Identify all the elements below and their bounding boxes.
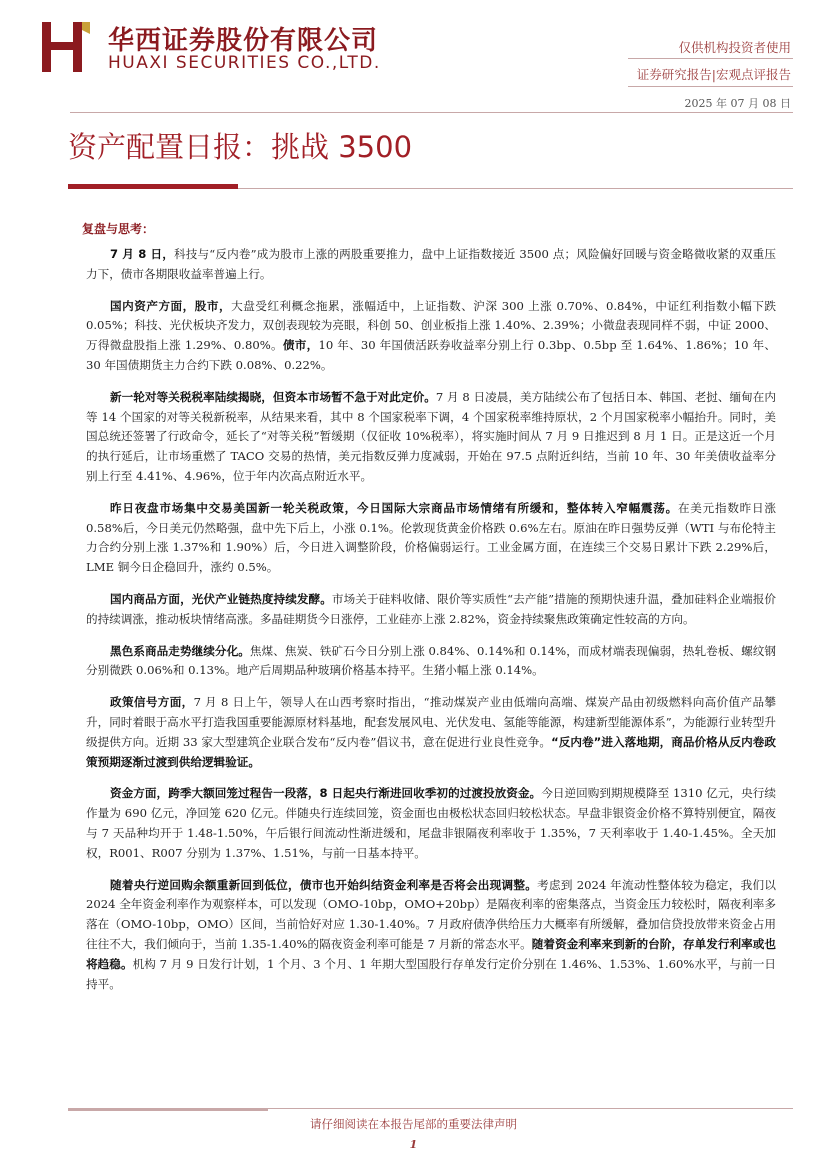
paragraph (86, 784, 776, 863)
paragraph-text: 大盘受红利概念拖累，涨幅适中，上证指数、沪深 300 上涨 0.70%、0.84%，中证红利指数小幅下跌 0.05%；科技、光伏板块齐发力，双创表现较为亮眼，科创 50、创业板指上涨 1.40%、2.39%；小微盘表现同样不弱，中证 2000、万得微盘股指上涨 1.29%、0.80%。 (86, 298, 776, 353)
paragraph-text: 科技与“反内卷”成为股市上涨的两股重要推力，盘中上证指数接近 3500 点；风险偏好回暖与资金略微收紧的双重压力下，债市各期限收益率普遍上行。 (86, 247, 776, 281)
paragraph-lead: 国内资产方面，股市， (110, 298, 232, 313)
date-divider (70, 112, 793, 113)
brand-name-en: HUAXI SECURITIES CO.,LTD. (108, 53, 381, 73)
brand-name-cn: 华西证券股份有限公司 (108, 26, 379, 56)
paragraph-text: 机构 7 月 9 日发行计划，1 个月、3 个月、1 年期大型国股行存单发行定价分别在 1.46%、1.53%、1.60%水平，与前一日持平。 (86, 956, 776, 991)
paragraph (86, 245, 776, 285)
paragraph-text: 7 月 8 日上午，领导人在山西考察时指出，“推动煤炭产业由低端向高端、煤炭产品由初级燃料向高价值产品攀升，同时着眼于高水平打造我国重要能源原材料基地，配套发展风电、光伏发电、氢能等能源，构建新型能源体系”，为能源行业转型升级提供方向。近期 33 家大型建筑企业联合发布“反内卷”倡议书，意在促进行业良性竞争。 (86, 695, 776, 749)
footer-disclaimer: 请仔细阅读在本报告尾部的重要法律声明 (310, 1117, 517, 1131)
paragraph (86, 693, 776, 772)
paragraph-lead: 国内商品方面，光伏产业链热度持续发酵。 (110, 591, 332, 606)
paragraph-lead: 新一轮对等关税税率陆续揭晓，但资本市场暂不急于对此定价。 (110, 389, 436, 404)
paragraph-text: 焦煤、焦炭、铁矿石今日分别上涨 0.84%、0.14%和 0.14%，而成材端表现偏弱，热轧卷板、螺纹钢分别微跌 0.06%和 0.13%。地产后周期品种玻璃价格基本持平。生猪小幅上涨 0.14%。 (86, 643, 776, 678)
paragraph-text: 在美元指数昨日涨 0.58%后，今日美元仍然略强，盘中先下后上，小涨 0.1%。伦敦现货黄金价格跌 0.6%左右。原油在昨日强势反弹（WTI 与布伦特主力合约分别上涨 1.37%和 1.90%）后，今日进入调整阶段，价格偏弱运行。工业金属方面，在连续三个交易日累计下跌 2.29%后，LME 铜今日企稳回升，涨约 0.5%。 (86, 500, 776, 575)
huaxi-logo (40, 20, 92, 74)
paragraph-lead: “反内卷”进入落地期，商品价格从反内卷政策预期逐渐过渡到供给逻辑验证。 (86, 734, 776, 769)
paragraph-lead: 随着资金利率来到新的台阶，存单发行利率或也将趋稳。 (86, 936, 776, 971)
paragraph (86, 388, 776, 487)
header-divider (628, 86, 793, 87)
audience-note: 仅供机构投资者使用 (678, 40, 791, 55)
report-body (82, 220, 776, 1006)
footer-accent-bar (68, 1108, 268, 1111)
paragraph (86, 876, 776, 995)
section-heading: 复盘与思考： (82, 222, 155, 236)
paragraph (86, 499, 776, 578)
paragraph-text: 市场关于硅料收储、限价等实质性“去产能”措施的预期快速升温，叠加硅料企业端报价的持续调涨，推动板块情绪高涨。多晶硅期货今日涨停，工业硅亦上涨 2.82%，资金持续聚焦政策确定性较高的方向。 (86, 591, 776, 626)
report-title: 资产配置日报：挑战 3500 (68, 130, 413, 164)
paragraph (86, 642, 776, 682)
paragraph-lead: 昨日夜盘市场集中交易美国新一轮关税政策，今日国际大宗商品市场情绪有所缓和，整体转入窄幅震荡。 (110, 500, 678, 515)
paragraph-lead: 政策信号方面， (110, 695, 194, 710)
paragraph-lead: 黑色系商品走势继续分化。 (110, 643, 250, 658)
paragraph-lead: 7 月 8 日， (110, 247, 175, 261)
page-number: 1 (409, 1138, 418, 1151)
header-divider (628, 58, 793, 59)
paragraph-text: 考虑到 2024 年流动性整体较为稳定，我们以 2024 全年资金利率作为观察样本，可以发现（OMO-10bp，OMO+20bp）是隔夜利率的密集落点，当资金压力较松时，隔夜利率多落在（OMO-10bp，OMO）区间，当前恰好对应 1.30-1.40%。7 月政府债净供给压力大概率有所缓解，叠加信贷投放带来资金占用往往不大，我们倾向于，当前 1.35-1.40%的隔夜资金利率可能是 7 月新的常态水平。 (86, 877, 776, 951)
paragraph-text: 今日逆回购到期规模降至 1310 亿元，央行续作量为 690 亿元，净回笼 620 亿元。伴随央行连续回笼，资金面也由极松状态回归较松状态。早盘非银资金价格不算特别便宜，隔夜与 7 天品种均开于 1.48-1.50%，午后银行间流动性渐进缓和，尾盘非银隔夜利率收于 1.35%，7 天利率收于 1.40-1.45%。全天加权，R001、R007 分别为 1.37%、1.51%，与前一日基本持平。 (86, 786, 776, 860)
paragraph-lead: 资金方面，跨季大额回笼过程告一段落，8 日起央行渐进回收季初的过渡投放资金。 (110, 786, 542, 801)
paragraph-text: 7 月 8 日凌晨，美方陆续公布了包括日本、韩国、老挝、缅甸在内等 14 个国家的对等关税新税率，从结果来看，其中 8 个国家税率下调，4 个国家税率维持原状，2 个月国家税率小幅抬升。同时，美国总统还签署了行政命令，延长了“对等关税”暂缓期（仅征收 10%税率），将实施时间从 7 月 9 日推迟到 8 月 1 日。正是这近一个月的执行延后，让市场重燃了 TACO 交易的热情，美元指数反弹力度减弱，开始在 97.5 点附近纠结，当前 10 年、30 年美债收益率分别上行至 4.41%、4.96%，位于年内次高点附近水平。 (86, 389, 776, 483)
paragraph (86, 297, 776, 376)
paragraph-lead: 债市， (282, 338, 319, 353)
paragraph-text: 10 年、30 年国债活跃券收益率分别上行 0.3bp、0.5bp 至 1.64%、1.86%；10 年、30 年国债期货主力合约下跌 0.08%、0.22%。 (86, 338, 776, 372)
paragraph-lead: 随着央行逆回购余额重新回到低位，债市也开始纠结资金利率是否将会出现调整。 (110, 877, 538, 892)
title-accent-bar (68, 184, 238, 189)
report-type: 证券研究报告|宏观点评报告 (636, 67, 791, 82)
report-date: 2025 年 07 月 08 日 (684, 97, 791, 110)
paragraph (86, 590, 776, 630)
